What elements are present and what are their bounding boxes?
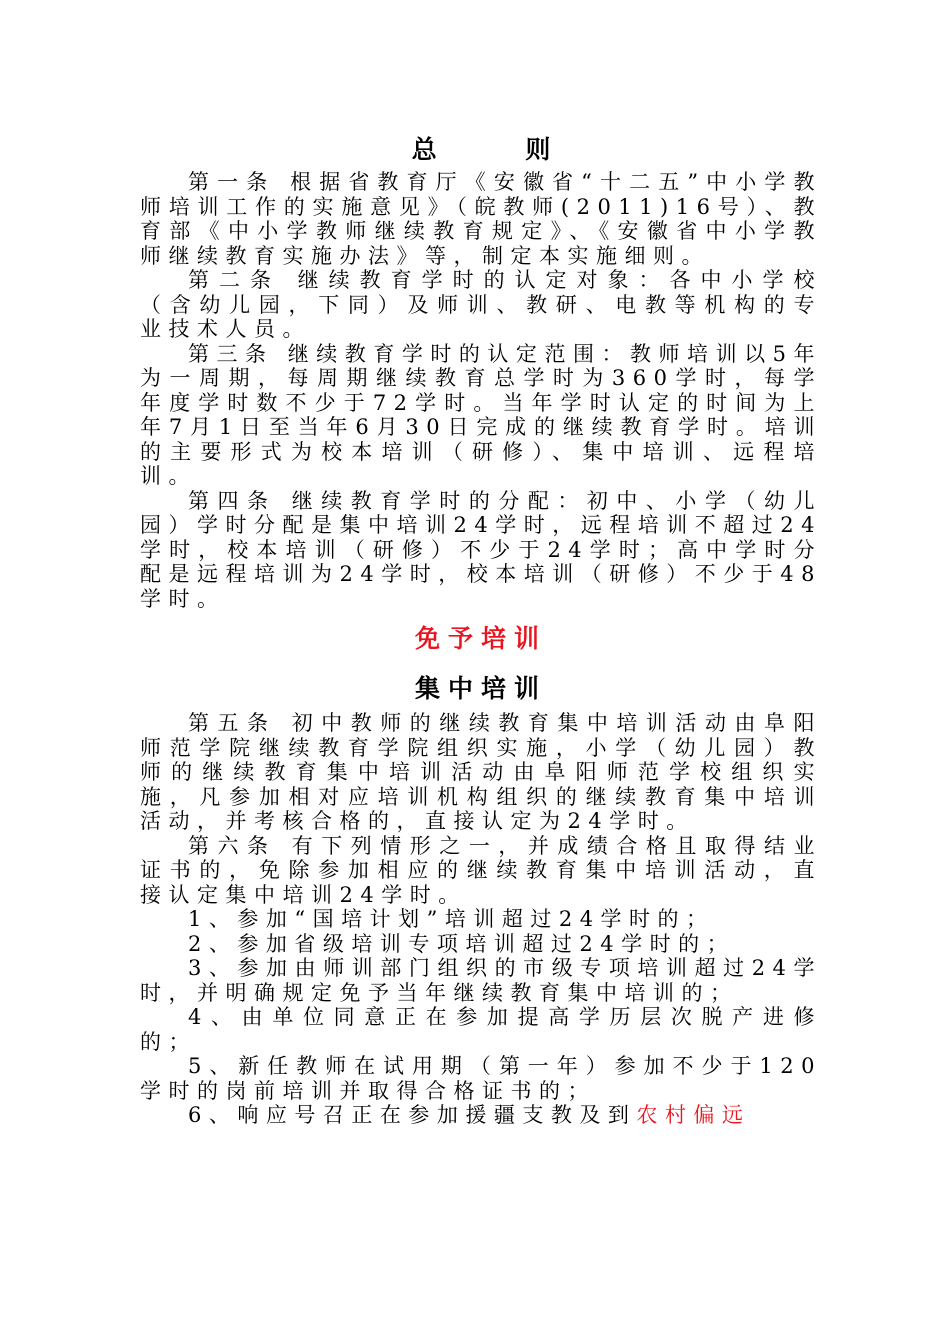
list-item: 5、新任教师在试用期（第一年）参加不少于120学时的岗前培训并取得合格证书的； [140, 1054, 822, 1103]
list-item: 3、参加由师训部门组织的市级专项培训超过24学时，并明确规定免予当年继续教育集中培训的； [140, 956, 822, 1005]
document-page [140, 130, 822, 1128]
list-item-6-text: 6、响应号召正在参加援疆支教及到 [188, 1103, 637, 1127]
section-title-centralized: 集中培训 [414, 674, 547, 703]
list-item: 4、由单位同意正在参加提高学历层次脱产进修的； [140, 1005, 822, 1054]
article-1: 第一条 根据省教育厅《安徽省“十二五”中小学教师培训工作的实施意见》（皖教师(2011)16号）、教育部《中小学教师继续教育规定》、《安徽省中小学教师继续教育实施办法》等，制定本实施细则。 [140, 170, 822, 268]
list-item: 2、参加省级培训专项培训超过24学时的； [188, 931, 736, 956]
article-2: 第二条 继续教育学时的认定对象：各中小学校（含幼儿园，下同）及师训、教研、电教等机构的专业技术人员。 [140, 268, 822, 341]
article-3: 第三条 继续教育学时的认定范围：教师培训以5年为一周期，每周期继续教育总学时为360学时，每学年度学时数不少于72学时。当年学时认定的时间为上年7月1日至当年6月30日完成的继续教育学时。培训的主要形式为校本培训（研修）、集中培训、远程培训。 [140, 341, 822, 488]
article-6: 第六条 有下列情形之一，并成绩合格且取得结业证书的，免除参加相应的继续教育集中培训活动，直接认定集中培训24学时。 [140, 833, 822, 907]
list-item-6 [140, 1103, 822, 1128]
list-item: 1、参加“国培计划”培训超过24学时的； [188, 907, 715, 931]
article-5: 第五条 初中教师的继续教育集中培训活动由阜阳师范学院继续教育学院组织实施，小学（幼儿园）教师的继续教育集中培训活动由阜阳师范学校组织实施，凡参加相对应培训机构组织的继续教育集中培训活动，并考核合格的，直接认定为24学时。 [140, 711, 822, 833]
article-4: 第四条 继续教育学时的分配：初中、小学（幼儿园）学时分配是集中培训24学时，远程培训不超过24学时，校本培训（研修）不少于24学时；高中学时分配是远程培训为24学时，校本培训（研修）不少于48学时。 [140, 488, 822, 611]
section-title-exemption: 免予培训 [414, 624, 547, 653]
section-title-general: 总 则 [411, 135, 591, 164]
highlighted-text: 农村偏远 [636, 1103, 751, 1127]
